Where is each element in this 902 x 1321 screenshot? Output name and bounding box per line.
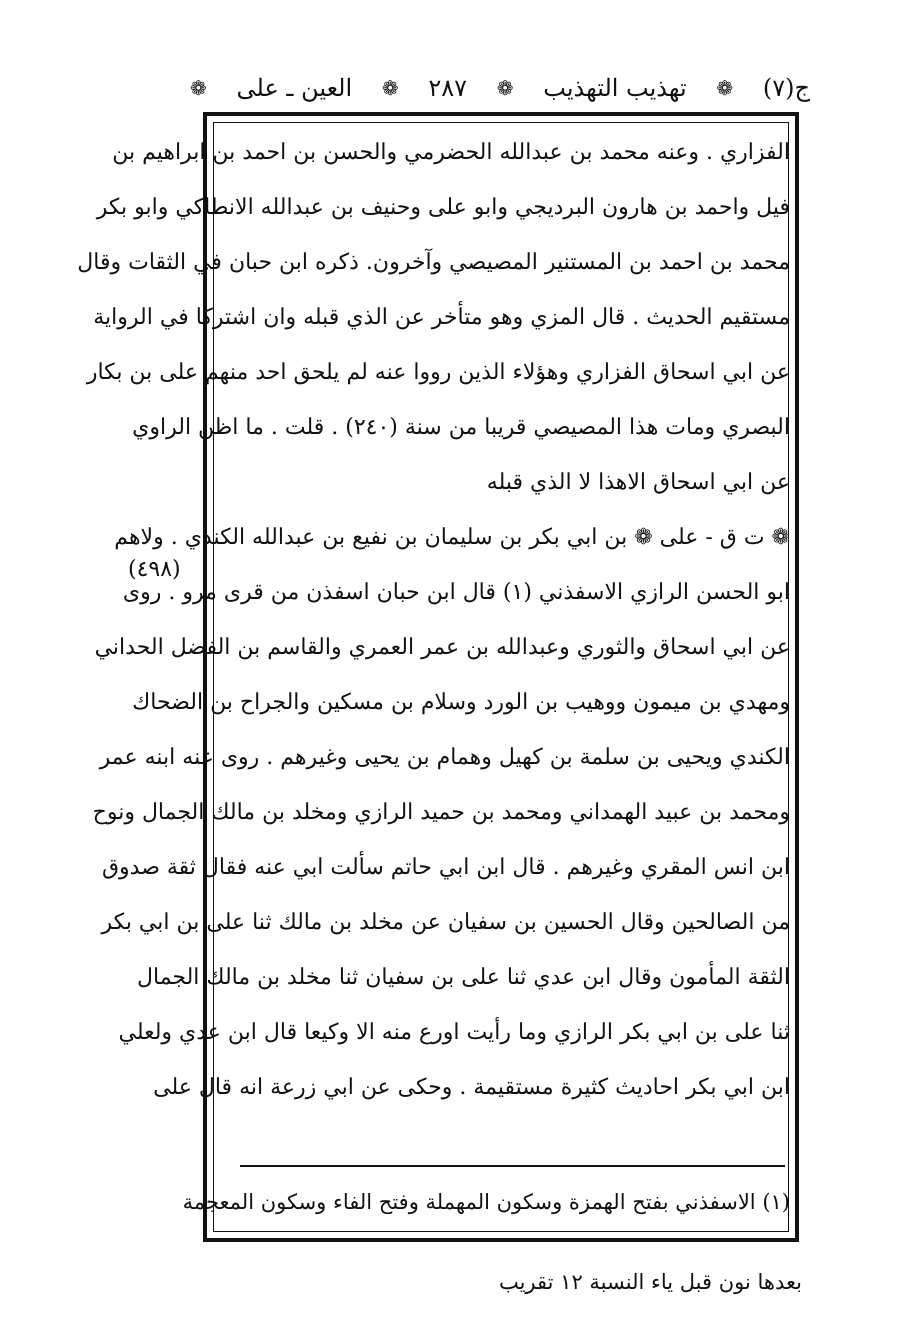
entry-number: (٤٩٨) <box>128 557 181 582</box>
ornament-icon: ❁ <box>190 76 207 100</box>
text-line: الكندي ويحيى بن سلمة بن كهيل وهمام بن يحيى وغيرهم . روى عنه ابنه عمر <box>99 745 790 770</box>
text-line: ثنا على بن ابي بكر الرازي وما رأيت اورع منه الا وكيعا قال ابن عدي ولعلي <box>118 1020 790 1045</box>
text-line: البصري ومات هذا المصيصي قريبا من سنة (٢٤٠) . قلت . ما اظن الراوي <box>132 415 790 440</box>
ornament-icon: ❁ <box>496 76 514 100</box>
text-line: عن ابي اسحاق الاهذا لا الذي قبله <box>486 470 790 495</box>
text-line: الفزاري . وعنه محمد بن عبدالله الحضرمي والحسن بن احمد بن ابراهيم بن <box>112 140 790 165</box>
header-page-number: ٢٨٧ <box>428 74 468 102</box>
text-line: ابو الحسن الرازي الاسفذني (١) قال ابن حبان اسفذن من قرى مرو . روى <box>122 580 790 605</box>
header-section: العين ـ على <box>236 74 353 102</box>
text-line: عن ابي اسحاق والثوري وعبدالله بن عمر العمري والقاسم بن الفضل الحداني <box>94 635 790 660</box>
footnote-separator <box>240 1165 785 1167</box>
footnote-continuation: بعدها نون قبل ياء النسبة ١٢ تقريب <box>498 1270 802 1294</box>
text-line: محمد بن احمد بن المستنير المصيصي وآخرون. ذكره ابن حبان في الثقات وقال <box>77 250 790 275</box>
text-line: ومهدي بن ميمون ووهيب بن الورد وسلام بن مسكين والجراح بن الضحاك <box>132 690 790 715</box>
page-header <box>190 68 810 108</box>
text-line: ابن ابي بكر احاديث كثيرة مستقيمة . وحكى عن ابي زرعة انه قال على <box>153 1075 790 1100</box>
text-line: من الصالحين وقال الحسين بن سفيان عن مخلد بن مالك ثنا على بن ابي بكر <box>101 910 790 935</box>
text-line: مستقيم الحديث . قال المزي وهو متأخر عن الذي قبله وان اشتركا في الرواية <box>93 305 790 330</box>
ornament-icon: ❁ <box>716 76 734 100</box>
entry-heading-line: ❁ ت ق - على ❁ بن ابي بكر بن سليمان بن نفيع بن عبدالله الكندي . ولاهم <box>114 525 790 550</box>
text-line: الثقة المأمون وقال ابن عدي ثنا على بن سفيان ثنا مخلد بن مالك الجمال <box>137 965 790 990</box>
text-line: ابن انس المقري وغيرهم . قال ابن ابي حاتم سألت ابي عنه فقال ثقة صدوق <box>101 855 790 880</box>
text-line: فيل واحمد بن هارون البرديجي وابو على وحنيف بن عبدالله الانطاكي وابو بكر <box>96 195 790 220</box>
header-book-title: تهذيب التهذيب <box>543 74 687 102</box>
ornament-icon: ❁ <box>381 76 399 100</box>
text-line: عن ابي اسحاق الفزاري وهؤلاء الذين رووا عنه لم يلحق احد منهم على بن بكار <box>86 360 790 385</box>
header-volume: ج(٧) <box>762 74 810 102</box>
text-line: ومحمد بن عبيد الهمداني ومحمد بن حميد الرازي ومخلد بن مالك الجمال ونوح <box>92 800 790 825</box>
footnote-line: (١) الاسفذني بفتح الهمزة وسكون المهملة وفتح الفاء وسكون المعجمة <box>182 1190 790 1214</box>
